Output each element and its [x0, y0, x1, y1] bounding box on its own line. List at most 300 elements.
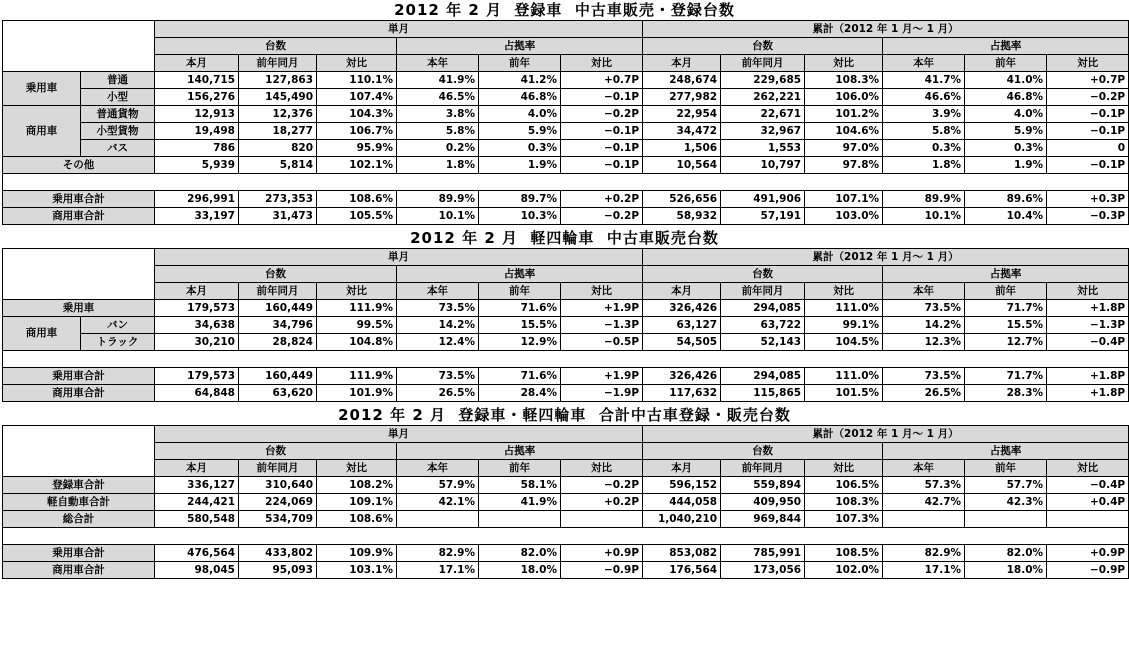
- value-cell: 99.1%: [805, 317, 883, 334]
- value-cell: −0.4P: [1047, 334, 1129, 351]
- value-cell: +0.7P: [1047, 72, 1129, 89]
- column-header: 前年: [965, 55, 1047, 72]
- value-cell: 46.5%: [397, 89, 479, 106]
- column-header: 前年同月: [239, 55, 317, 72]
- value-cell: 244,421: [155, 494, 239, 511]
- column-header: 前年同月: [721, 283, 805, 300]
- value-cell: 4.0%: [965, 106, 1047, 123]
- value-cell: 98,045: [155, 562, 239, 579]
- spacer-row: [3, 528, 1129, 545]
- header-row: [3, 460, 1129, 477]
- row-label: その他: [3, 157, 155, 174]
- value-cell: 229,685: [721, 72, 805, 89]
- value-cell: 179,573: [155, 368, 239, 385]
- value-cell: 1.8%: [397, 157, 479, 174]
- value-cell: 41.2%: [479, 72, 561, 89]
- header-single: 単月: [155, 249, 643, 266]
- header-count: 台数: [643, 38, 883, 55]
- column-header: 前年同月: [239, 283, 317, 300]
- column-header: 本年: [397, 55, 479, 72]
- value-cell: [883, 511, 965, 528]
- value-cell: 41.9%: [397, 72, 479, 89]
- value-cell: 117,632: [643, 385, 721, 402]
- spacer-cell: [3, 528, 1129, 545]
- row-label: 乗用車合計: [3, 368, 155, 385]
- table-row: [3, 106, 1129, 123]
- spacer-row: [3, 174, 1129, 191]
- value-cell: 0.3%: [883, 140, 965, 157]
- column-header: 本月: [643, 55, 721, 72]
- total-row: [3, 562, 1129, 579]
- table-row: [3, 511, 1129, 528]
- value-cell: −0.1P: [1047, 157, 1129, 174]
- column-header: 本年: [397, 460, 479, 477]
- value-cell: 28.4%: [479, 385, 561, 402]
- column-header: 対比: [805, 460, 883, 477]
- value-cell: 42.7%: [883, 494, 965, 511]
- row-label: 商用車合計: [3, 562, 155, 579]
- value-cell: 73.5%: [883, 368, 965, 385]
- column-header: 対比: [561, 55, 643, 72]
- data-table: [2, 248, 1129, 402]
- header-share: 占拠率: [883, 38, 1129, 55]
- total-row: [3, 385, 1129, 402]
- value-cell: 127,863: [239, 72, 317, 89]
- column-header: 本月: [155, 283, 239, 300]
- value-cell: 1.9%: [479, 157, 561, 174]
- value-cell: 108.3%: [805, 72, 883, 89]
- row-label: 乗用車合計: [3, 191, 155, 208]
- value-cell: 101.2%: [805, 106, 883, 123]
- column-header: 本年: [883, 283, 965, 300]
- value-cell: −0.9P: [1047, 562, 1129, 579]
- header-cumulative: 累計（2012 年 1 月～ 1 月）: [643, 249, 1129, 266]
- value-cell: 326,426: [643, 368, 721, 385]
- header-share: 占拠率: [397, 266, 643, 283]
- value-cell: 491,906: [721, 191, 805, 208]
- column-header: 前年: [965, 460, 1047, 477]
- value-cell: 17.1%: [883, 562, 965, 579]
- sub-label: 小型貨物: [81, 123, 155, 140]
- value-cell: 14.2%: [883, 317, 965, 334]
- value-cell: 34,638: [155, 317, 239, 334]
- value-cell: 111.9%: [317, 368, 397, 385]
- header-row: [3, 443, 1129, 460]
- column-header: 対比: [561, 460, 643, 477]
- header-count: 台数: [155, 443, 397, 460]
- value-cell: 596,152: [643, 477, 721, 494]
- value-cell: −0.9P: [561, 562, 643, 579]
- table-row: [3, 72, 1129, 89]
- table-row: [3, 334, 1129, 351]
- value-cell: 42.3%: [965, 494, 1047, 511]
- value-cell: 534,709: [239, 511, 317, 528]
- value-cell: 10.4%: [965, 208, 1047, 225]
- header-row: [3, 249, 1129, 266]
- value-cell: 5.8%: [883, 123, 965, 140]
- value-cell: 46.8%: [965, 89, 1047, 106]
- value-cell: 63,722: [721, 317, 805, 334]
- group-label: 商用車: [3, 317, 81, 351]
- value-cell: 18,277: [239, 123, 317, 140]
- value-cell: 108.6%: [317, 191, 397, 208]
- value-cell: 71.7%: [965, 300, 1047, 317]
- header-count: 台数: [643, 266, 883, 283]
- value-cell: −0.1P: [1047, 106, 1129, 123]
- sub-label: トラック: [81, 334, 155, 351]
- value-cell: 0.3%: [479, 140, 561, 157]
- value-cell: +1.8P: [1047, 385, 1129, 402]
- value-cell: 786: [155, 140, 239, 157]
- total-row: [3, 208, 1129, 225]
- header-row: [3, 283, 1129, 300]
- header-share: 占拠率: [397, 38, 643, 55]
- value-cell: −0.2P: [561, 106, 643, 123]
- value-cell: 57,191: [721, 208, 805, 225]
- value-cell: 64,848: [155, 385, 239, 402]
- table-title: 2012 年 2 月 登録車 中古車販売・登録台数: [394, 1, 735, 19]
- value-cell: −0.1P: [561, 123, 643, 140]
- value-cell: 107.3%: [805, 511, 883, 528]
- value-cell: [1047, 511, 1129, 528]
- value-cell: 115,865: [721, 385, 805, 402]
- value-cell: 95.9%: [317, 140, 397, 157]
- value-cell: 559,894: [721, 477, 805, 494]
- column-header: 対比: [317, 283, 397, 300]
- value-cell: 15.5%: [479, 317, 561, 334]
- value-cell: 5.8%: [397, 123, 479, 140]
- row-label: 乗用車: [3, 300, 155, 317]
- value-cell: 18.0%: [479, 562, 561, 579]
- header-single: 単月: [155, 21, 643, 38]
- value-cell: 101.5%: [805, 385, 883, 402]
- value-cell: 109.9%: [317, 545, 397, 562]
- column-header: 本月: [643, 283, 721, 300]
- header-count: 台数: [155, 38, 397, 55]
- spacer-cell: [3, 174, 1129, 191]
- column-header: 前年同月: [721, 55, 805, 72]
- value-cell: 310,640: [239, 477, 317, 494]
- value-cell: 104.5%: [805, 334, 883, 351]
- value-cell: 785,991: [721, 545, 805, 562]
- column-header: 本年: [883, 460, 965, 477]
- value-cell: 102.1%: [317, 157, 397, 174]
- header-share: 占拠率: [883, 266, 1129, 283]
- value-cell: 89.9%: [397, 191, 479, 208]
- value-cell: 10.3%: [479, 208, 561, 225]
- value-cell: 15.5%: [965, 317, 1047, 334]
- table-row: [3, 477, 1129, 494]
- column-header: 対比: [561, 283, 643, 300]
- value-cell: 0: [1047, 140, 1129, 157]
- value-cell: 108.3%: [805, 494, 883, 511]
- value-cell: 82.0%: [965, 545, 1047, 562]
- value-cell: 156,276: [155, 89, 239, 106]
- corner-cell: [3, 249, 155, 300]
- value-cell: −0.5P: [561, 334, 643, 351]
- header-row: [3, 426, 1129, 443]
- value-cell: 41.9%: [479, 494, 561, 511]
- table-title: 2012 年 2 月 登録車・軽四輪車 合計中古車登録・販売台数: [338, 406, 791, 424]
- value-cell: +0.2P: [561, 191, 643, 208]
- value-cell: 104.8%: [317, 334, 397, 351]
- table-title: 2012 年 2 月 軽四輪車 中古車販売台数: [410, 229, 719, 247]
- column-header: 前年: [965, 283, 1047, 300]
- total-row: [3, 545, 1129, 562]
- value-cell: 176,564: [643, 562, 721, 579]
- value-cell: 262,221: [721, 89, 805, 106]
- value-cell: 46.8%: [479, 89, 561, 106]
- header-share: 占拠率: [883, 443, 1129, 460]
- value-cell: 34,472: [643, 123, 721, 140]
- value-cell: 326,426: [643, 300, 721, 317]
- value-cell: 106.7%: [317, 123, 397, 140]
- value-cell: 106.0%: [805, 89, 883, 106]
- value-cell: 12,376: [239, 106, 317, 123]
- value-cell: 12,913: [155, 106, 239, 123]
- value-cell: 28,824: [239, 334, 317, 351]
- value-cell: 26.5%: [883, 385, 965, 402]
- column-header: 本年: [883, 55, 965, 72]
- value-cell: [479, 511, 561, 528]
- value-cell: 273,353: [239, 191, 317, 208]
- header-cumulative: 累計（2012 年 1 月～ 1 月）: [643, 426, 1129, 443]
- column-header: 本年: [397, 283, 479, 300]
- value-cell: 12.3%: [883, 334, 965, 351]
- header-cumulative: 累計（2012 年 1 月～ 1 月）: [643, 21, 1129, 38]
- value-cell: 57.3%: [883, 477, 965, 494]
- value-cell: 3.8%: [397, 106, 479, 123]
- table-row: [3, 300, 1129, 317]
- value-cell: 109.1%: [317, 494, 397, 511]
- value-cell: 580,548: [155, 511, 239, 528]
- spacer-cell: [3, 351, 1129, 368]
- value-cell: 106.5%: [805, 477, 883, 494]
- value-cell: 853,082: [643, 545, 721, 562]
- value-cell: 294,085: [721, 300, 805, 317]
- value-cell: −0.4P: [1047, 477, 1129, 494]
- value-cell: 108.6%: [317, 511, 397, 528]
- value-cell: 107.4%: [317, 89, 397, 106]
- value-cell: 145,490: [239, 89, 317, 106]
- column-header: 本月: [155, 460, 239, 477]
- value-cell: 1.9%: [965, 157, 1047, 174]
- value-cell: −1.3P: [1047, 317, 1129, 334]
- value-cell: 73.5%: [397, 300, 479, 317]
- value-cell: 160,449: [239, 300, 317, 317]
- table-row: [3, 494, 1129, 511]
- data-table: [2, 425, 1129, 579]
- value-cell: 10.1%: [883, 208, 965, 225]
- value-cell: 10.1%: [397, 208, 479, 225]
- value-cell: 5,814: [239, 157, 317, 174]
- value-cell: 58,932: [643, 208, 721, 225]
- value-cell: 22,671: [721, 106, 805, 123]
- row-label: 乗用車合計: [3, 545, 155, 562]
- value-cell: 111.9%: [317, 300, 397, 317]
- value-cell: 0.2%: [397, 140, 479, 157]
- column-header: 対比: [1047, 460, 1129, 477]
- value-cell: 63,620: [239, 385, 317, 402]
- value-cell: 160,449: [239, 368, 317, 385]
- value-cell: 409,950: [721, 494, 805, 511]
- value-cell: +0.4P: [1047, 494, 1129, 511]
- value-cell: 173,056: [721, 562, 805, 579]
- column-header: 前年同月: [721, 460, 805, 477]
- value-cell: 57.7%: [965, 477, 1047, 494]
- value-cell: 71.7%: [965, 368, 1047, 385]
- value-cell: −0.3P: [1047, 208, 1129, 225]
- data-table: [2, 20, 1129, 225]
- value-cell: 99.5%: [317, 317, 397, 334]
- value-cell: 1.8%: [883, 157, 965, 174]
- value-cell: 54,505: [643, 334, 721, 351]
- row-label: 登録車合計: [3, 477, 155, 494]
- value-cell: +1.9P: [561, 368, 643, 385]
- value-cell: 82.9%: [883, 545, 965, 562]
- row-label: 軽自動車合計: [3, 494, 155, 511]
- header-count: 台数: [643, 443, 883, 460]
- value-cell: 58.1%: [479, 477, 561, 494]
- value-cell: 22,954: [643, 106, 721, 123]
- value-cell: −0.1P: [1047, 123, 1129, 140]
- total-row: [3, 368, 1129, 385]
- value-cell: 42.1%: [397, 494, 479, 511]
- value-cell: 476,564: [155, 545, 239, 562]
- column-header: 対比: [1047, 283, 1129, 300]
- value-cell: 5,939: [155, 157, 239, 174]
- sub-label: バス: [81, 140, 155, 157]
- value-cell: 71.6%: [479, 368, 561, 385]
- sub-label: 普通貨物: [81, 106, 155, 123]
- value-cell: 41.0%: [965, 72, 1047, 89]
- value-cell: 5.9%: [965, 123, 1047, 140]
- column-header: 対比: [317, 55, 397, 72]
- value-cell: 18.0%: [965, 562, 1047, 579]
- value-cell: 140,715: [155, 72, 239, 89]
- column-header: 対比: [805, 283, 883, 300]
- value-cell: +1.8P: [1047, 300, 1129, 317]
- sub-label: 普通: [81, 72, 155, 89]
- value-cell: 17.1%: [397, 562, 479, 579]
- value-cell: 111.0%: [805, 368, 883, 385]
- value-cell: 108.2%: [317, 477, 397, 494]
- group-label: 乗用車: [3, 72, 81, 106]
- header-row: [3, 55, 1129, 72]
- value-cell: 73.5%: [397, 368, 479, 385]
- column-header: 本月: [155, 55, 239, 72]
- value-cell: 10,797: [721, 157, 805, 174]
- value-cell: 10,564: [643, 157, 721, 174]
- value-cell: −0.1P: [561, 140, 643, 157]
- column-header: 対比: [805, 55, 883, 72]
- row-label: 商用車合計: [3, 385, 155, 402]
- header-count: 台数: [155, 266, 397, 283]
- value-cell: 104.3%: [317, 106, 397, 123]
- value-cell: +1.9P: [561, 300, 643, 317]
- value-cell: 14.2%: [397, 317, 479, 334]
- value-cell: 95,093: [239, 562, 317, 579]
- table-row: [3, 123, 1129, 140]
- value-cell: [965, 511, 1047, 528]
- report-section: [0, 405, 1129, 579]
- sub-label: バン: [81, 317, 155, 334]
- value-cell: 102.0%: [805, 562, 883, 579]
- report-section: [0, 228, 1129, 402]
- value-cell: 97.8%: [805, 157, 883, 174]
- value-cell: 73.5%: [883, 300, 965, 317]
- value-cell: 89.6%: [965, 191, 1047, 208]
- sub-label: 小型: [81, 89, 155, 106]
- header-share: 占拠率: [397, 443, 643, 460]
- value-cell: −0.2P: [561, 208, 643, 225]
- column-header: 対比: [317, 460, 397, 477]
- value-cell: −0.1P: [561, 157, 643, 174]
- value-cell: 336,127: [155, 477, 239, 494]
- value-cell: 179,573: [155, 300, 239, 317]
- corner-cell: [3, 21, 155, 72]
- value-cell: 444,058: [643, 494, 721, 511]
- value-cell: +0.9P: [1047, 545, 1129, 562]
- value-cell: −0.2P: [1047, 89, 1129, 106]
- value-cell: −0.1P: [561, 89, 643, 106]
- value-cell: 820: [239, 140, 317, 157]
- table-row: [3, 140, 1129, 157]
- report-section: [0, 0, 1129, 225]
- value-cell: −0.2P: [561, 477, 643, 494]
- value-cell: 105.5%: [317, 208, 397, 225]
- value-cell: 33,197: [155, 208, 239, 225]
- value-cell: 101.9%: [317, 385, 397, 402]
- value-cell: 71.6%: [479, 300, 561, 317]
- value-cell: 31,473: [239, 208, 317, 225]
- value-cell: 296,991: [155, 191, 239, 208]
- total-row: [3, 191, 1129, 208]
- value-cell: 46.6%: [883, 89, 965, 106]
- header-row: [3, 38, 1129, 55]
- value-cell: 103.1%: [317, 562, 397, 579]
- column-header: 前年: [479, 283, 561, 300]
- value-cell: 89.9%: [883, 191, 965, 208]
- value-cell: 82.0%: [479, 545, 561, 562]
- value-cell: 52,143: [721, 334, 805, 351]
- column-header: 前年: [479, 55, 561, 72]
- value-cell: +1.8P: [1047, 368, 1129, 385]
- value-cell: 30,210: [155, 334, 239, 351]
- value-cell: 34,796: [239, 317, 317, 334]
- column-header: 前年同月: [239, 460, 317, 477]
- value-cell: [561, 511, 643, 528]
- value-cell: 32,967: [721, 123, 805, 140]
- value-cell: 433,802: [239, 545, 317, 562]
- value-cell: 224,069: [239, 494, 317, 511]
- value-cell: 63,127: [643, 317, 721, 334]
- value-cell: +0.7P: [561, 72, 643, 89]
- value-cell: 1,506: [643, 140, 721, 157]
- value-cell: 3.9%: [883, 106, 965, 123]
- value-cell: 26.5%: [397, 385, 479, 402]
- value-cell: −1.9P: [561, 385, 643, 402]
- value-cell: 0.3%: [965, 140, 1047, 157]
- value-cell: 1,553: [721, 140, 805, 157]
- value-cell: −1.3P: [561, 317, 643, 334]
- group-label: 商用車: [3, 106, 81, 157]
- value-cell: 12.7%: [965, 334, 1047, 351]
- value-cell: 110.1%: [317, 72, 397, 89]
- value-cell: 28.3%: [965, 385, 1047, 402]
- column-header: 本月: [643, 460, 721, 477]
- value-cell: 1,040,210: [643, 511, 721, 528]
